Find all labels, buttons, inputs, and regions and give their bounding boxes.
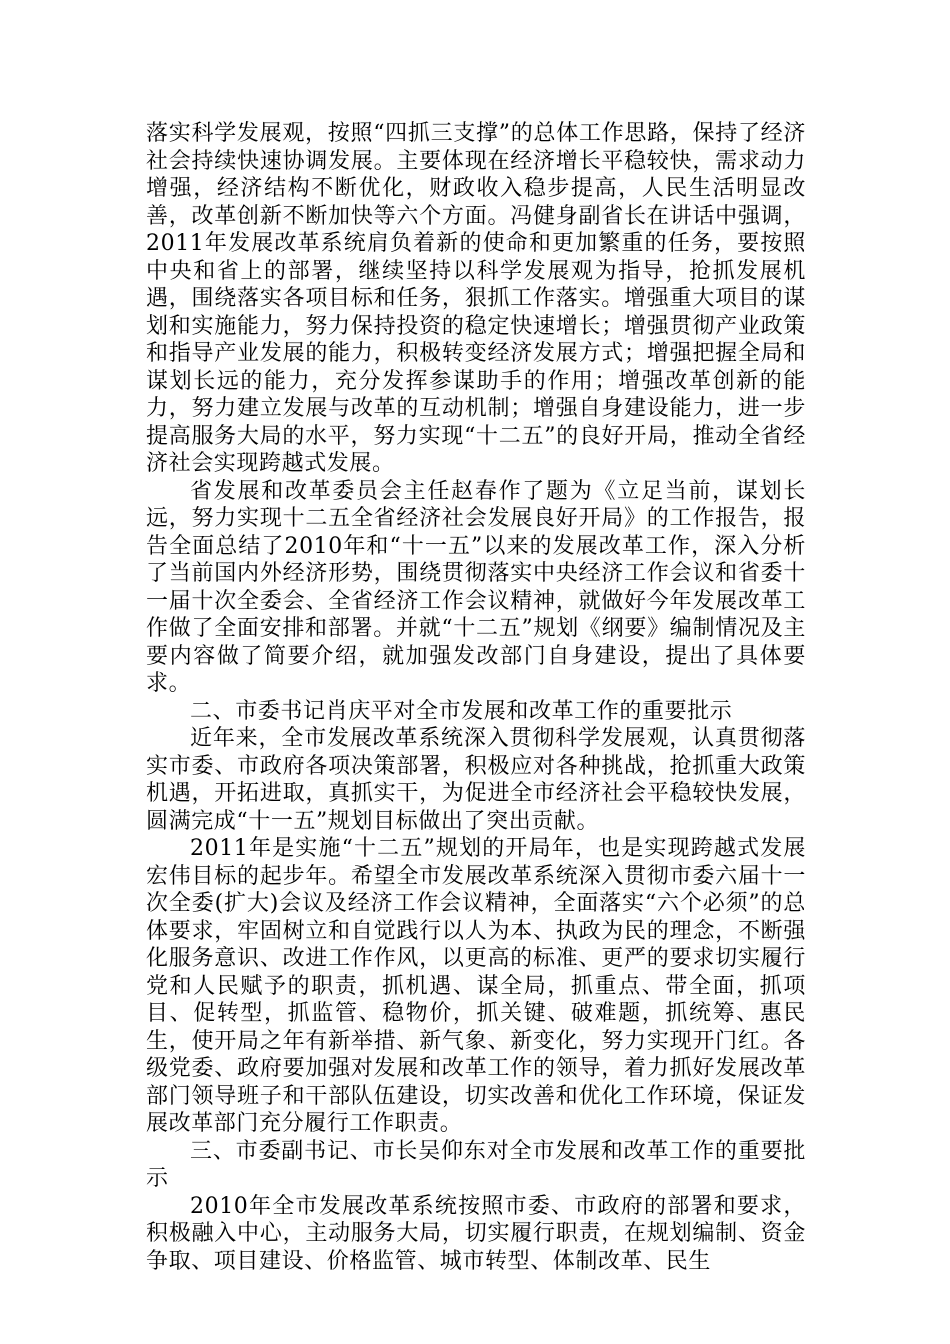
section-heading-3: 三、市委副书记、市长吴仰东对全市发展和改革工作的重要批示 bbox=[146, 1138, 806, 1191]
paragraph-3: 近年来，全市发展改革系统深入贯彻科学发展观，认真贯彻落实市委、市政府各项决策部署，积极应对各种挑战，抢抓重大政策机遇，开拓进取，真抓实干，为促进全市经济社会平稳较快发展，圆满完成“十一五”规划目标做出了突出贡献。 bbox=[146, 726, 806, 834]
paragraph-5: 2010年全市发展改革系统按照市委、市政府的部署和要求，积极融入中心，主动服务大局，切实履行职责，在规划编制、资金争取、项目建设、价格监管、城市转型、体制改革、民生 bbox=[146, 1193, 806, 1274]
paragraph-1: 落实科学发展观，按照“四抓三支撑”的总体工作思路，保持了经济社会持续快速协调发展。主要体现在经济增长平稳较快，需求动力增强，经济结构不断优化，财政收入稳步提高，人民生活明显改善，改革创新不断加快等六个方面。冯健身副省长在讲话中强调，2011年发展改革系统肩负着新的使命和更加繁重的任务，要按照中央和省上的部署，继续坚持以科学发展观为指导，抢抓发展机遇，围绕落实各项目标和任务，狠抓工作落实。增强重大项目的谋划和实施能力，努力保持投资的稳定快速增长；增强贯彻产业政策和指导产业发展的能力，积极转变经济发展方式；增强把握全局和谋划长远的能力，充分发挥参谋助手的作用；增强改革创新的能力，努力建立发展与改革的互动机制；增强自身建设能力，进一步提高服务大局的水平，努力实现“十二五”的良好开局，推动全省经济社会实现跨越式发展。 bbox=[146, 121, 806, 476]
paragraph-2: 省发展和改革委员会主任赵春作了题为《立足当前，谋划长远，努力实现十二五全省经济社会发展良好开局》的工作报告，报告全面总结了2010年和“十一五”以来的发展改革工作，深入分析了当前国内外经济形势，围绕贯彻落实中央经济工作会议和省委十一届十次全委会、全省经济工作会议精神，就做好今年发展改革工作做了全面安排和部署。并就“十二五”规划《纲要》编制情况及主要内容做了简要介绍，就加强发改部门自身建设，提出了具体要求。 bbox=[146, 478, 806, 696]
section-heading-2: 二、市委书记肖庆平对全市发展和改革工作的重要批示 bbox=[190, 698, 733, 724]
document-body bbox=[146, 120, 806, 1275]
paragraph-4: 2011年是实施“十二五”规划的开局年，也是实现跨越式发展宏伟目标的起步年。希望全市发展改革系统深入贯彻市委六届十一次全委(扩大)会议及经济工作会议精神，全面落实“六个必须”的总体要求，牢固树立和自觉践行以人为本、执政为民的理念，不断强化服务意识、改进工作作风，以更高的标准、更严的要求切实履行党和人民赋予的职责，抓机遇、谋全局，抓重点、带全面，抓项目、促转型，抓监管、稳物价，抓关键、破难题，抓统筹、惠民生，使开局之年有新举措、新气象、新变化，努力实现开门红。各级党委、政府要加强对发展和改革工作的领导，着力抓好发展改革部门领导班子和干部队伍建设，切实改善和优化工作环境，保证发展改革部门充分履行工作职责。 bbox=[146, 836, 806, 1136]
